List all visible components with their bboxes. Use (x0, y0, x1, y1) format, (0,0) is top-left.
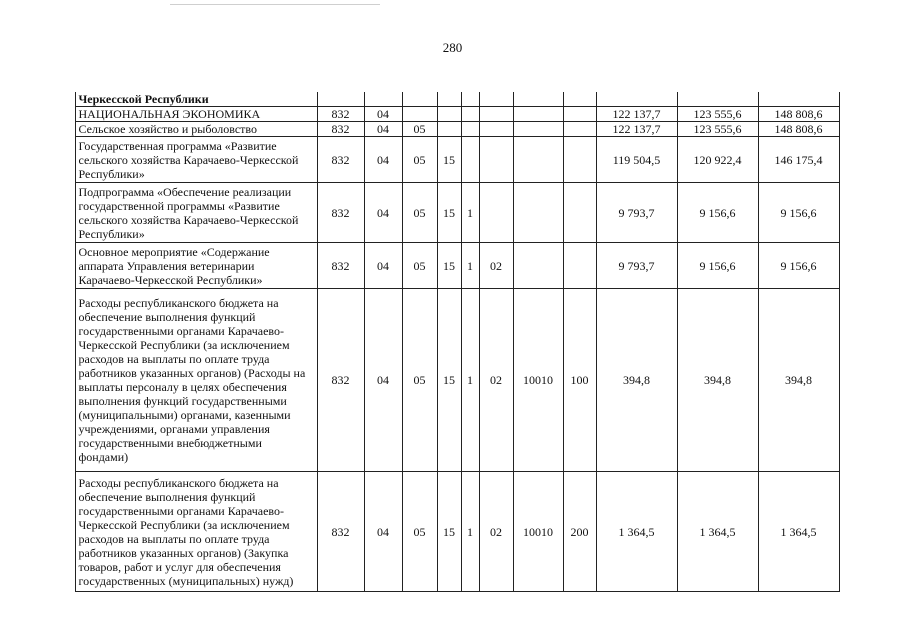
amount-year1 (596, 92, 677, 107)
subprogram-cell (461, 137, 479, 183)
row-name: Расходы республиканского бюджета на обеспечение выполнения функций государственными органами Карачаево-Черкесской Республики (за исключением расходов на выплаты по оплате труда работников указанных органов) (Закупка товаров, работ и услуг для обеспечения государственных (муниципальных) нужд) (75, 472, 317, 592)
ved-cell: 832 (317, 243, 364, 289)
pr-cell: 05 (402, 289, 437, 472)
ved-cell: 832 (317, 289, 364, 472)
scan-artifact-line (170, 4, 380, 5)
expense-type-cell: 200 (563, 472, 596, 592)
activity-cell (479, 137, 513, 183)
amount-year1: 122 137,7 (596, 107, 677, 122)
subprogram-cell (461, 92, 479, 107)
amount-year2 (677, 92, 758, 107)
rz-cell: 04 (364, 183, 402, 243)
program-cell (437, 92, 461, 107)
row-name: Сельское хозяйство и рыболовство (75, 122, 317, 137)
row-name: Государственная программа «Развитие сельского хозяйства Карачаево-Черкесской Республики» (75, 137, 317, 183)
expense-type-cell: 100 (563, 289, 596, 472)
amount-year1: 1 364,5 (596, 472, 677, 592)
amount-year2: 394,8 (677, 289, 758, 472)
pr-cell: 05 (402, 137, 437, 183)
pr-cell (402, 92, 437, 107)
expense-type-cell (563, 137, 596, 183)
ved-cell (317, 92, 364, 107)
table-row (57, 107, 839, 122)
ved-cell: 832 (317, 183, 364, 243)
table-row (57, 137, 839, 183)
amount-year2: 9 156,6 (677, 243, 758, 289)
row-name: Основное мероприятие «Содержание аппарата Управления ветеринарии Карачаево-Черкесской Республики» (75, 243, 317, 289)
rz-cell: 04 (364, 472, 402, 592)
amount-year1: 122 137,7 (596, 122, 677, 137)
rz-cell: 04 (364, 107, 402, 122)
amount-year3: 148 808,6 (758, 122, 839, 137)
expense-type-cell (563, 183, 596, 243)
ved-cell: 832 (317, 122, 364, 137)
pr-cell: 05 (402, 183, 437, 243)
activity-cell (479, 183, 513, 243)
left-margin-cell (57, 243, 75, 289)
left-margin-cell (57, 122, 75, 137)
row-name: Черкесской Республики (75, 92, 317, 107)
ved-cell: 832 (317, 107, 364, 122)
direction-cell (513, 183, 563, 243)
pr-cell: 05 (402, 122, 437, 137)
direction-cell (513, 122, 563, 137)
ved-cell: 832 (317, 472, 364, 592)
table-row (57, 122, 839, 137)
amount-year2: 9 156,6 (677, 183, 758, 243)
subprogram-cell: 1 (461, 243, 479, 289)
activity-cell: 02 (479, 289, 513, 472)
row-name: Подпрограмма «Обеспечение реализации государственной программы «Развитие сельского хозяйства Карачаево-Черкесской Республики» (75, 183, 317, 243)
budget-table (57, 92, 840, 592)
expense-type-cell (563, 243, 596, 289)
program-cell: 15 (437, 472, 461, 592)
amount-year2: 123 555,6 (677, 107, 758, 122)
left-margin-cell (57, 472, 75, 592)
activity-cell: 02 (479, 243, 513, 289)
table-row (57, 243, 839, 289)
rz-cell: 04 (364, 137, 402, 183)
direction-cell (513, 137, 563, 183)
direction-cell (513, 243, 563, 289)
row-name: Расходы республиканского бюджета на обеспечение выполнения функций государственными органами Карачаево-Черкесской Республики (за исключением расходов на выплаты по оплате труда работников указанных органов) (Расходы на выплаты персоналу в целях обеспечения выполнения функций государственными (муниципальными) органами, казенными учреждениями, органами управления государственными внебюджетными фондами) (75, 289, 317, 472)
left-margin-cell (57, 183, 75, 243)
program-cell (437, 122, 461, 137)
rz-cell: 04 (364, 122, 402, 137)
pr-cell: 05 (402, 243, 437, 289)
direction-cell (513, 107, 563, 122)
subprogram-cell: 1 (461, 183, 479, 243)
table-row (57, 183, 839, 243)
rz-cell: 04 (364, 243, 402, 289)
row-name: НАЦИОНАЛЬНАЯ ЭКОНОМИКА (75, 107, 317, 122)
pr-cell (402, 107, 437, 122)
subprogram-cell (461, 122, 479, 137)
left-margin-cell (57, 92, 75, 107)
program-cell (437, 107, 461, 122)
program-cell: 15 (437, 183, 461, 243)
left-margin-cell (57, 137, 75, 183)
amount-year3: 148 808,6 (758, 107, 839, 122)
table-row (57, 92, 839, 107)
amount-year2: 123 555,6 (677, 122, 758, 137)
amount-year1: 394,8 (596, 289, 677, 472)
amount-year3: 9 156,6 (758, 183, 839, 243)
activity-cell (479, 107, 513, 122)
program-cell: 15 (437, 243, 461, 289)
program-cell: 15 (437, 289, 461, 472)
activity-cell (479, 122, 513, 137)
table-row (57, 472, 839, 592)
activity-cell: 02 (479, 472, 513, 592)
program-cell: 15 (437, 137, 461, 183)
amount-year1: 119 504,5 (596, 137, 677, 183)
amount-year1: 9 793,7 (596, 183, 677, 243)
direction-cell: 10010 (513, 472, 563, 592)
table-row (57, 289, 839, 472)
rz-cell: 04 (364, 289, 402, 472)
page-number: 280 (442, 40, 463, 55)
amount-year3 (758, 92, 839, 107)
amount-year2: 1 364,5 (677, 472, 758, 592)
ved-cell: 832 (317, 137, 364, 183)
amount-year3: 1 364,5 (758, 472, 839, 592)
amount-year3: 9 156,6 (758, 243, 839, 289)
direction-cell (513, 92, 563, 107)
expense-type-cell (563, 122, 596, 137)
expense-type-cell (563, 107, 596, 122)
amount-year3: 394,8 (758, 289, 839, 472)
subprogram-cell: 1 (461, 289, 479, 472)
pr-cell: 05 (402, 472, 437, 592)
direction-cell: 10010 (513, 289, 563, 472)
amount-year3: 146 175,4 (758, 137, 839, 183)
amount-year2: 120 922,4 (677, 137, 758, 183)
subprogram-cell (461, 107, 479, 122)
amount-year1: 9 793,7 (596, 243, 677, 289)
activity-cell (479, 92, 513, 107)
subprogram-cell: 1 (461, 472, 479, 592)
expense-type-cell (563, 92, 596, 107)
rz-cell (364, 92, 402, 107)
left-margin-cell (57, 107, 75, 122)
left-margin-cell (57, 289, 75, 472)
